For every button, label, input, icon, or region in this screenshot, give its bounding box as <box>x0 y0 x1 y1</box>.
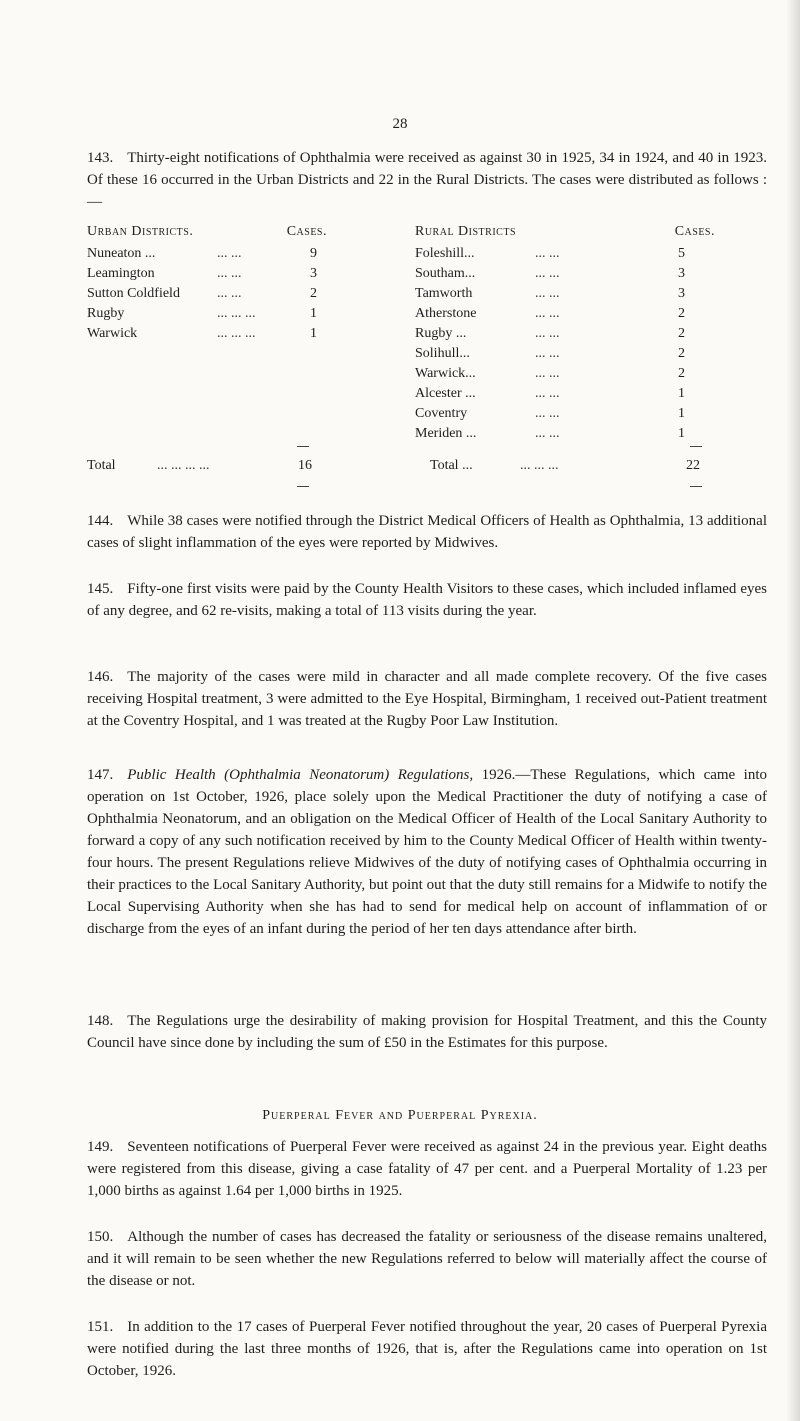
district-name: Coventry <box>415 406 468 421</box>
paragraph-150 <box>87 1226 767 1292</box>
paragraph-145 <box>87 578 767 622</box>
rural-district-row <box>415 364 715 384</box>
urban-district-row <box>87 324 327 344</box>
case-count: 3 <box>678 286 685 301</box>
rural-total-leader: ... ... ... <box>520 458 559 473</box>
case-count: 2 <box>310 286 317 301</box>
paragraph-149 <box>87 1136 767 1202</box>
urban-header-label: Urban Districts. <box>87 224 194 239</box>
urban-total-row <box>87 456 327 476</box>
case-count: 2 <box>678 366 685 381</box>
paragraph-number: 143. <box>87 150 114 166</box>
paragraph-text: In addition to the 17 cases of Puerperal Fever notified throughout the year, 20 cases of Puerperal Pyrexia were notified during the last three months of 1926, that is, after the Regulations came into operation on 1st October, 1926. <box>87 1319 767 1379</box>
paragraph-144 <box>87 510 767 554</box>
district-name: Rugby ... <box>415 326 467 341</box>
rural-total-rule-bottom <box>690 486 702 487</box>
dot-leader: ... ... <box>535 246 560 261</box>
rural-district-row <box>415 424 715 444</box>
district-name: Warwick... <box>415 366 476 381</box>
dot-leader: ... ... <box>535 426 560 441</box>
district-name: Warwick <box>87 326 138 341</box>
dot-leader: ... ... <box>535 386 560 401</box>
rural-district-row <box>415 304 715 324</box>
section-heading: Puerperal Fever and Puerperal Pyrexia. <box>262 1108 538 1123</box>
urban-district-row <box>87 264 327 284</box>
paragraph-number: 146. <box>87 669 114 685</box>
paragraph-text: The Regulations urge the desirability of making provision for Hospital Treatment, and this the County Council have since done by including the sum of £50 in the Estimates for this purpose. <box>87 1013 767 1051</box>
dot-leader: ... ... <box>535 346 560 361</box>
urban-total-rule-top <box>297 446 309 447</box>
dot-leader: ... ... <box>535 286 560 301</box>
dot-leader: ... ... <box>217 246 242 261</box>
district-name: Solihull... <box>415 346 470 361</box>
paragraph-text: 1926.—These Regulations, which came into operation on 1st October, 1926, place solely upon the Medical Practitioner the duty of notifying a case of Ophthalmia Neonatorum, and an obligation on the Medical Officer of Health of the Local Sanitary Authority to forward a copy of any such notification received by him to the County Medical Officer of Health within twenty-four hours. The present Regulations relieve Midwives of the duty of notifying cases of Ophthalmia occurring in their practices to the Local Sanitary Authority, but point out that the duty still remains for a Midwife to notify the Local Supervising Authority when she has had to send for medical help on account of inflammation of or discharge from the eyes of an infant during the period of her ten days attendance after birth. <box>87 767 767 937</box>
paragraph-text: Thirty-eight notifications of Ophthalmia were received as against 30 in 1925, 34 in 1924, and 40 in 1923. Of these 16 occurred in the Urban Districts and 22 in the Rural Districts. The cases were distributed as follows :— <box>87 150 767 210</box>
paragraph-number: 149. <box>87 1139 114 1155</box>
rural-header-cases: Cases. <box>674 224 715 239</box>
case-count: 5 <box>678 246 685 261</box>
paragraph-151 <box>87 1316 767 1382</box>
dot-leader: ... ... <box>535 406 560 421</box>
urban-district-row <box>87 304 327 324</box>
district-name: Sutton Coldfield <box>87 286 180 301</box>
dot-leader: ... ... ... <box>217 306 256 321</box>
urban-total-value: 16 <box>298 458 312 473</box>
dot-leader: ... ... <box>535 266 560 281</box>
case-count: 1 <box>678 426 685 441</box>
district-name: Atherstone <box>415 306 477 321</box>
paragraph-146 <box>87 666 767 732</box>
case-count: 1 <box>678 386 685 401</box>
rural-district-row <box>415 404 715 424</box>
paragraph-number: 148. <box>87 1013 114 1029</box>
urban-district-row <box>87 284 327 304</box>
district-name: Leamington <box>87 266 155 281</box>
case-count: 2 <box>678 346 685 361</box>
rural-district-row <box>415 324 715 344</box>
paragraph-number: 150. <box>87 1229 114 1245</box>
dot-leader: ... ... <box>535 326 560 341</box>
rural-district-row <box>415 264 715 284</box>
paragraph-number: 145. <box>87 581 114 597</box>
paragraph-text: Fifty-one first visits were paid by the County Health Visitors to these cases, which included inflamed eyes of any degree, and 62 re-visits, making a total of 113 visits during the year. <box>87 581 767 619</box>
paragraph-147 <box>87 764 767 940</box>
regulation-title-paren: (Ophthalmia Neonatorum) <box>224 767 390 783</box>
urban-header-cases: Cases. <box>286 224 327 239</box>
paragraph-number: 151. <box>87 1319 114 1335</box>
case-count: 2 <box>678 306 685 321</box>
paragraph-text: The majority of the cases were mild in character and all made complete recovery. Of the five cases receiving Hospital treatment, 3 were admitted to the Eye Hospital, Birmingham, 1 received out-Patient treatment at the Coventry Hospital, and 1 was treated at the Rugby Poor Law Institution. <box>87 669 767 729</box>
paragraph-143 <box>87 147 767 213</box>
rural-district-row <box>415 244 715 264</box>
dot-leader: ... ... <box>217 286 242 301</box>
district-name: Rugby <box>87 306 125 321</box>
dot-leader: ... ... <box>535 366 560 381</box>
case-count: 9 <box>310 246 317 261</box>
rural-district-row <box>415 344 715 364</box>
rural-district-row <box>415 284 715 304</box>
case-count: 3 <box>310 266 317 281</box>
case-count: 1 <box>678 406 685 421</box>
district-name: Meriden ... <box>415 426 477 441</box>
paragraph-text: While 38 cases were notified through the District Medical Officers of Health as Ophthalmia, 13 additional cases of slight inflammation of the eyes were reported by Midwives. <box>87 513 767 551</box>
dot-leader: ... ... ... <box>217 326 256 341</box>
paragraph-text: Seventeen notifications of Puerperal Fever were received as against 24 in the previous year. Eight deaths were registered from this disease, giving a case fatality of 47 per cent. and a Puerperal Mortality of 1.23 per 1,000 births as against 1.64 per 1,000 births in 1925. <box>87 1139 767 1199</box>
rural-district-row <box>415 384 715 404</box>
rural-total-value: 22 <box>686 458 700 473</box>
paragraph-number: 144. <box>87 513 114 529</box>
rural-header-label: Rural Districts <box>415 224 517 239</box>
dot-leader: ... ... <box>535 306 560 321</box>
rural-total-row <box>430 456 715 476</box>
urban-total-leader: ... ... ... ... <box>157 458 210 473</box>
dot-leader: ... ... <box>217 266 242 281</box>
case-count: 2 <box>678 326 685 341</box>
case-count: 3 <box>678 266 685 281</box>
urban-districts-table <box>87 222 327 344</box>
district-name: Foleshill... <box>415 246 475 261</box>
page-edge-shadow <box>786 0 800 1421</box>
regulation-title: Public Health <box>127 767 216 783</box>
urban-total-label: Total <box>87 458 116 473</box>
urban-district-row <box>87 244 327 264</box>
paragraph-148 <box>87 1010 767 1054</box>
rural-total-label: Total ... <box>430 458 473 473</box>
regulation-title-word: Regulations, <box>397 767 474 783</box>
district-name: Tamworth <box>415 286 473 301</box>
district-name: Nuneaton ... <box>87 246 156 261</box>
urban-total-rule-bottom <box>297 486 309 487</box>
district-name: Alcester ... <box>415 386 476 401</box>
case-count: 1 <box>310 306 317 321</box>
page-number: 28 <box>392 116 408 132</box>
paragraph-text: Although the number of cases has decreased the fatality or seriousness of the disease remains unaltered, and it will remain to be seen whether the new Regulations referred to below will materially affect the course of the disease or not. <box>87 1229 767 1289</box>
rural-total-rule-top <box>690 446 702 447</box>
district-name: Southam... <box>415 266 476 281</box>
rural-districts-table <box>415 222 715 444</box>
case-count: 1 <box>310 326 317 341</box>
paragraph-number: 147. <box>87 767 114 783</box>
